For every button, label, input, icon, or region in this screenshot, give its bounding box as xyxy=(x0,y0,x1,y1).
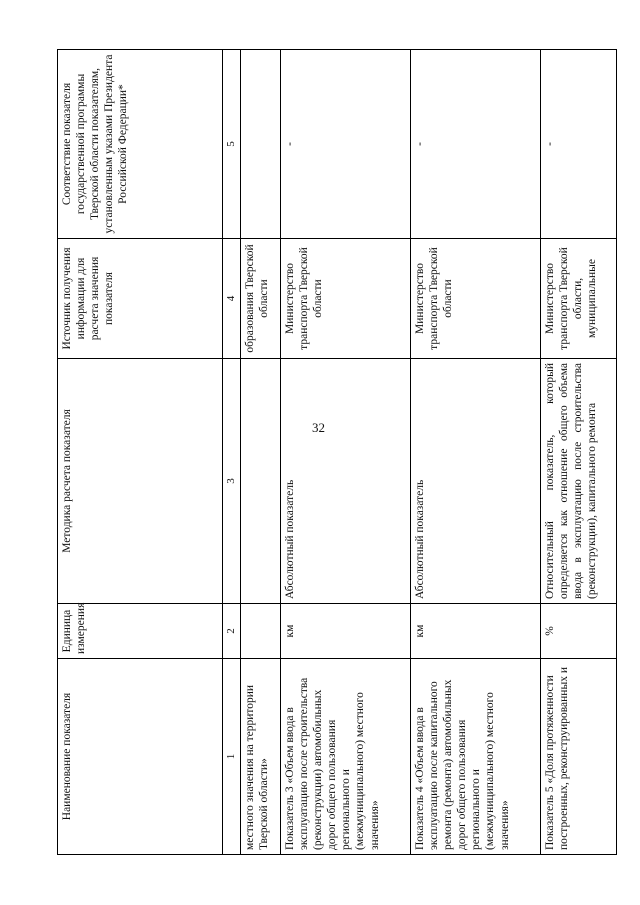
method-cell: Относительный показатель, который определяется как отношение общего объема ввода в эксплуатацию после строительства (реконструкции), капитального ремонта xyxy=(541,359,617,604)
table-row xyxy=(541,50,617,855)
indicator-name-cell: Показатель 3 «Объем ввода в эксплуатацию после строительства (реконструкции) автомобильных дорог общего пользования регионального и (межмуниципального) местного значения» xyxy=(281,659,411,855)
column-number: 4 xyxy=(223,239,241,359)
unit-cell: % xyxy=(541,604,617,659)
header-indicator-name: Наименование показателя xyxy=(58,659,223,855)
unit-cell: км xyxy=(281,604,411,659)
header-compliance: Соответствие показателя государственной программы Тверской области показателям, установленным указами Президента Российской Федерации* xyxy=(58,50,223,239)
table-row xyxy=(281,50,411,855)
indicator-name-cell: местного значения на территории Тверской области» xyxy=(241,659,281,855)
indicators-table xyxy=(57,49,617,855)
source-cell: Министерство транспорта Тверской области xyxy=(281,239,411,359)
column-number-row xyxy=(223,50,241,855)
compliance-cell: - xyxy=(281,50,411,239)
column-number: 5 xyxy=(223,50,241,239)
header-row xyxy=(58,50,223,855)
unit-cell: км xyxy=(411,604,541,659)
method-cell xyxy=(241,359,281,604)
table-row xyxy=(411,50,541,855)
compliance-cell: - xyxy=(541,50,617,239)
page-number: 32 xyxy=(312,420,325,435)
source-cell: образования Тверской области xyxy=(241,239,281,359)
header-method: Методика расчета показателя xyxy=(58,359,223,604)
indicator-name-cell: Показатель 4 «Объем ввода в эксплуатацию после капитального ремонта (ремонта) автомобильных дорог общего пользования регионального и (межмуниципального) местного значения» xyxy=(411,659,541,855)
table-row xyxy=(241,50,281,855)
source-cell: Министерство транспорта Тверской области, муниципальные xyxy=(541,239,617,359)
header-source: Источник получения информации для расчета значения показателя xyxy=(58,239,223,359)
column-number: 3 xyxy=(223,359,241,604)
indicator-name-cell: Показатель 5 «Доля протяженности построенных, реконструированных и xyxy=(541,659,617,855)
header-unit: Единица измерения xyxy=(58,604,223,659)
source-cell: Министерство транспорта Тверской области xyxy=(411,239,541,359)
compliance-cell: - xyxy=(411,50,541,239)
method-cell: Абсолютный показатель xyxy=(281,359,411,604)
rotated-table-region xyxy=(57,50,614,855)
unit-cell xyxy=(241,604,281,659)
method-cell: Абсолютный показатель xyxy=(411,359,541,604)
column-number: 1 xyxy=(223,659,241,855)
column-number: 2 xyxy=(223,604,241,659)
compliance-cell xyxy=(241,50,281,239)
